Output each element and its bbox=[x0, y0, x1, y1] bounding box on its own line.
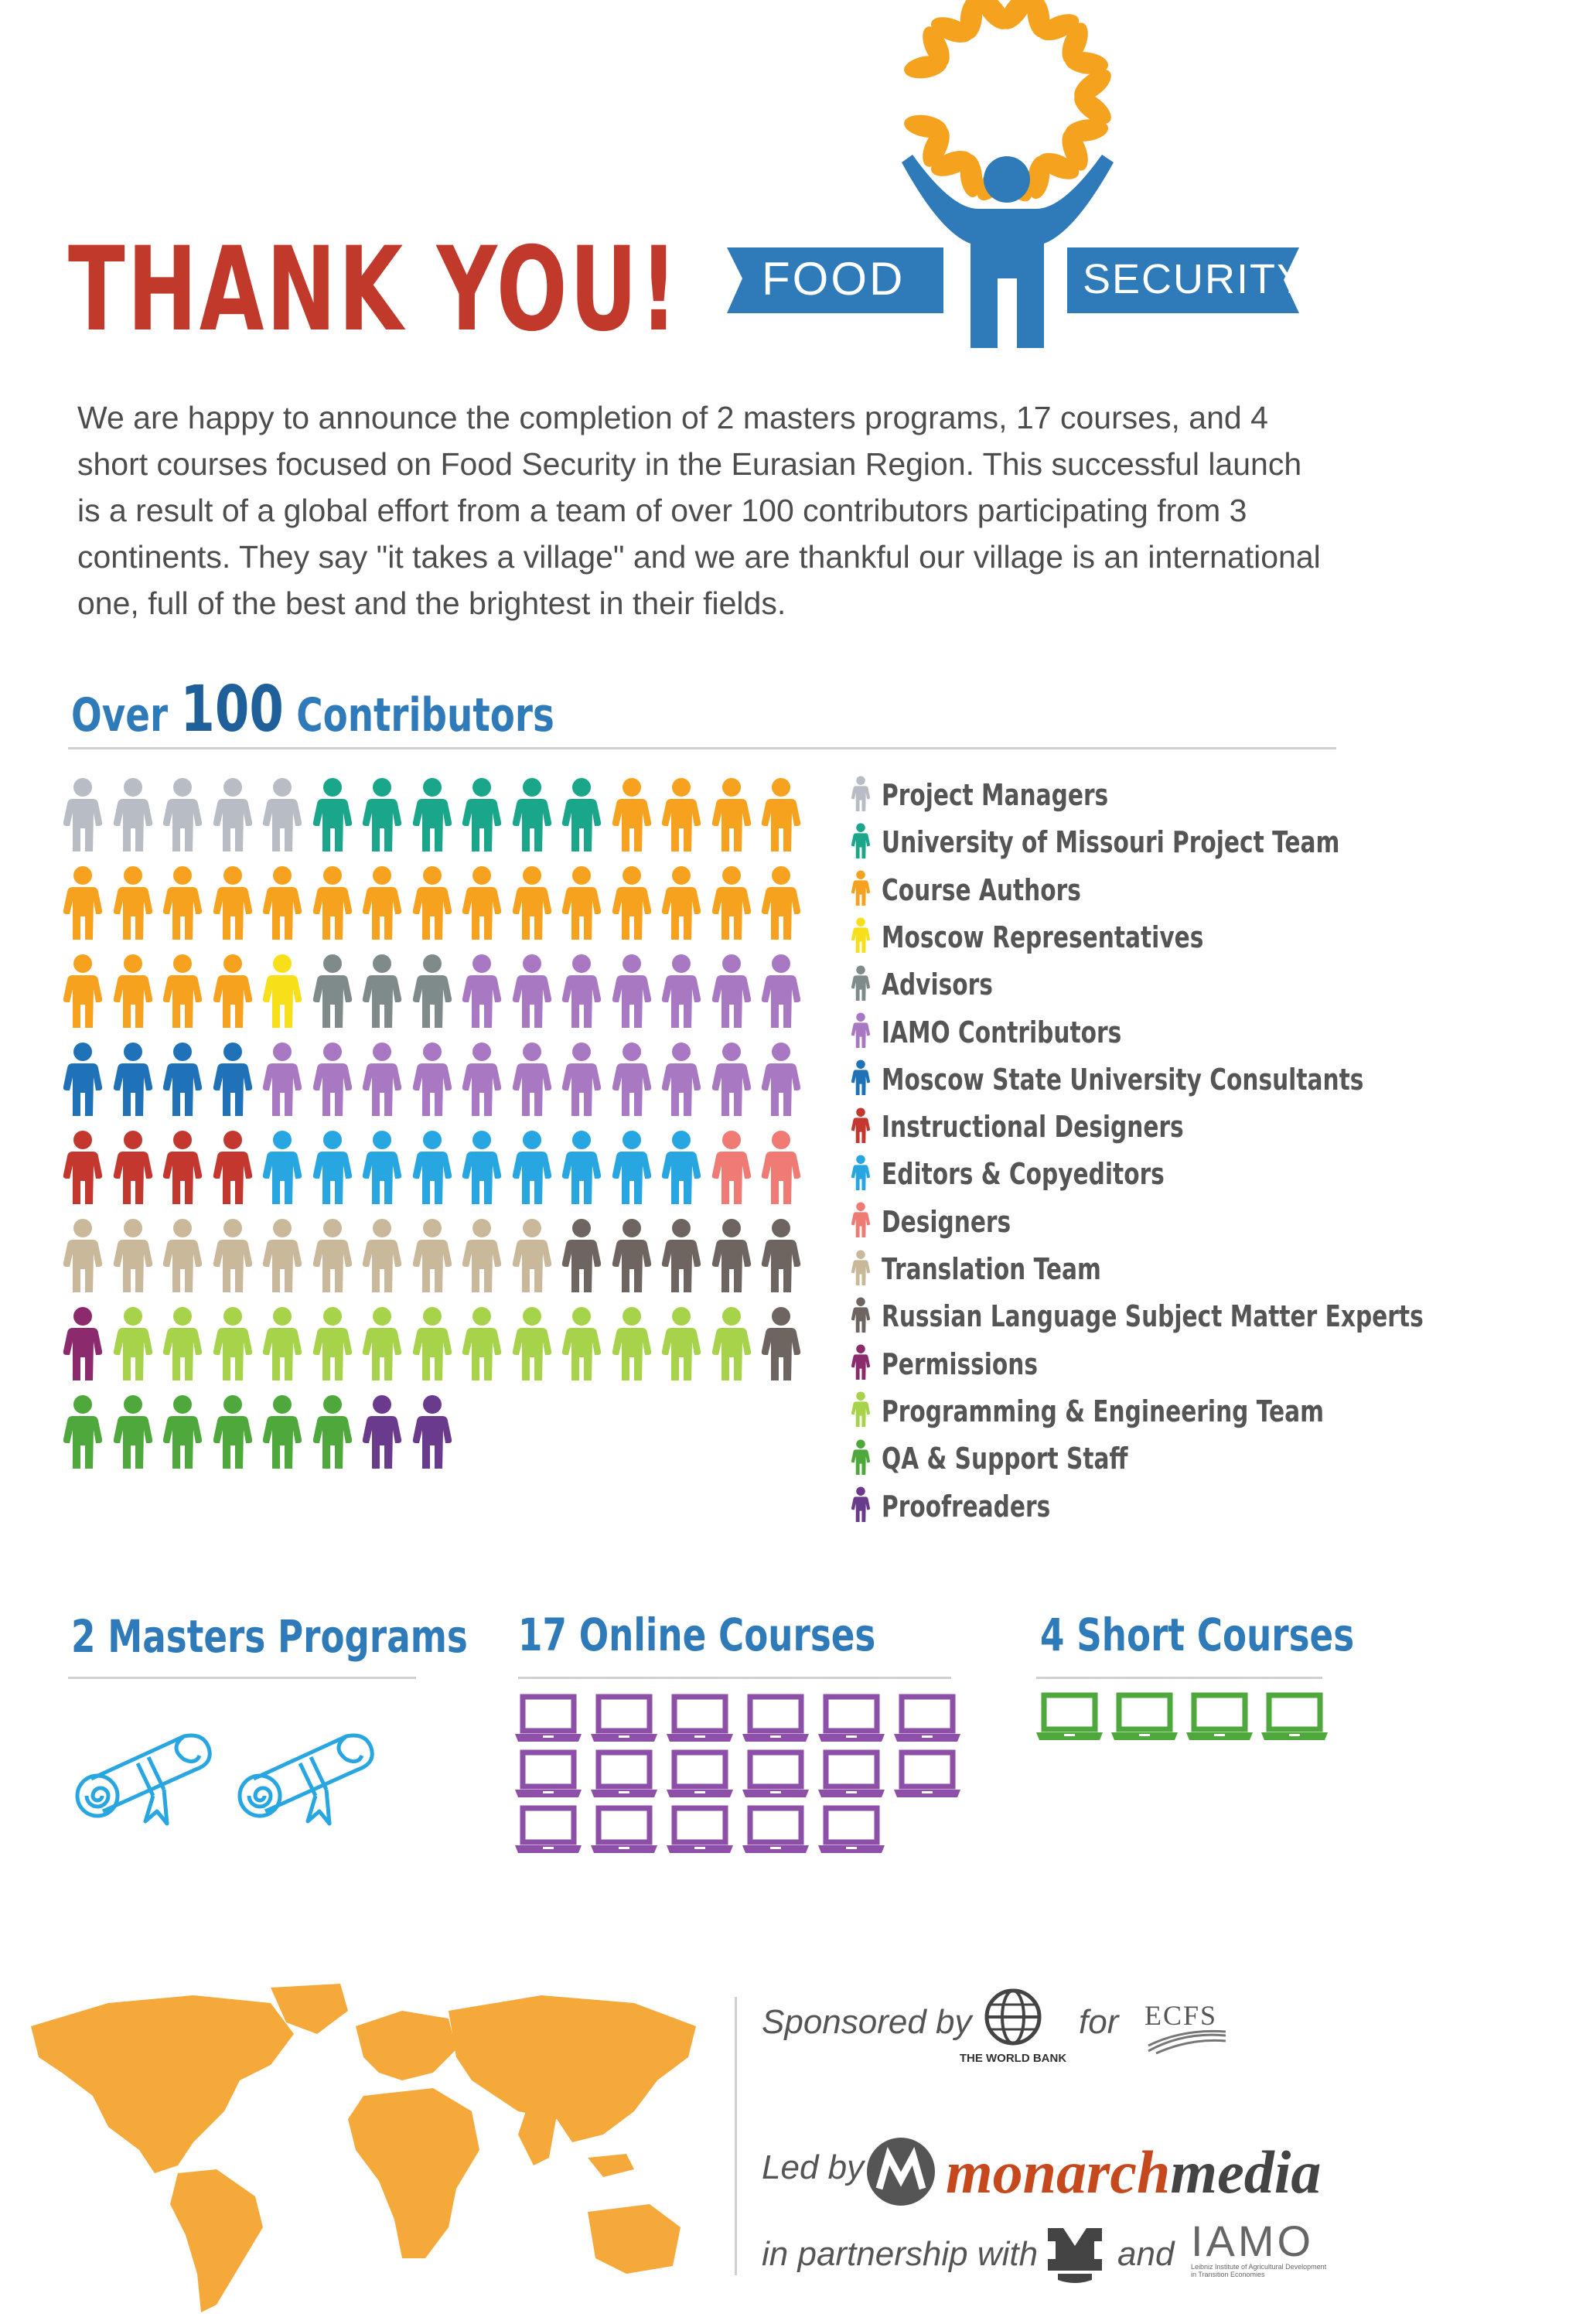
contributor-figure bbox=[162, 954, 203, 1028]
contributor-figure bbox=[561, 1306, 602, 1380]
person-icon bbox=[851, 1155, 871, 1194]
contributor-figure bbox=[611, 1306, 653, 1380]
contributor-figure bbox=[461, 1218, 503, 1292]
contributor-figure bbox=[261, 1306, 303, 1380]
contributor-figure bbox=[760, 1218, 802, 1292]
contributor-figure bbox=[162, 1306, 203, 1380]
person-icon bbox=[851, 1012, 871, 1052]
legend-label: QA & Support Staff bbox=[882, 1442, 1128, 1476]
contributor-figure bbox=[511, 865, 553, 940]
legend-label: Instructional Designers bbox=[882, 1110, 1184, 1145]
contributor-figure bbox=[62, 954, 104, 1028]
short-course-laptop bbox=[1261, 1692, 1328, 1742]
contributor-figure bbox=[561, 1042, 602, 1116]
contributor-figure bbox=[62, 1218, 104, 1292]
contributor-figure bbox=[261, 1042, 303, 1116]
online-course-laptop bbox=[742, 1694, 809, 1743]
contributor-figure bbox=[561, 1130, 602, 1204]
online-course-laptop bbox=[515, 1805, 582, 1855]
contributor-figure bbox=[411, 1394, 453, 1469]
legend-item bbox=[851, 869, 1138, 912]
contributor-figure bbox=[660, 1218, 702, 1292]
online-course-laptop bbox=[667, 1749, 733, 1799]
legend-label: Designers bbox=[882, 1204, 1011, 1239]
online-course-laptop bbox=[742, 1805, 809, 1855]
legend-label: Moscow Representatives bbox=[882, 920, 1204, 954]
person-icon bbox=[851, 1060, 871, 1099]
contributor-figure bbox=[162, 865, 203, 940]
laptop-icon bbox=[591, 1749, 657, 1799]
laptop-icon bbox=[818, 1805, 885, 1855]
logo-security-text: SECURITY bbox=[1083, 256, 1307, 302]
contributor-figure bbox=[461, 777, 503, 851]
online-course-laptop bbox=[818, 1749, 885, 1799]
contributor-figure bbox=[711, 777, 752, 851]
contributor-figure bbox=[212, 1042, 254, 1116]
online-rule bbox=[518, 1677, 951, 1679]
contributor-figure bbox=[312, 1306, 353, 1380]
intro-paragraph: We are happy to announce the completion of 2 masters programs, 17 courses, and 4 short courses focused on Food Security in the Eurasian Region. This successful launch is a result of a global effort from a team of over 100 contributors participating from 3 continents. They say "it takes a village" and we are thankful our village is an international one, full of the best and the brightest in their fields. bbox=[77, 400, 1321, 621]
legend-label: Advisors bbox=[882, 967, 993, 1002]
world-bank-text: THE WORLD BANK bbox=[959, 2052, 1067, 2065]
legend-item bbox=[851, 773, 1172, 817]
legend-label: Translation Team bbox=[882, 1252, 1101, 1286]
contributor-figure bbox=[162, 777, 203, 851]
contributor-figure bbox=[561, 865, 602, 940]
contributor-figure bbox=[611, 1130, 653, 1204]
online-course-laptop bbox=[742, 1749, 809, 1799]
legend-label: Permissions bbox=[882, 1346, 1039, 1381]
contributor-figure bbox=[411, 954, 453, 1028]
contributor-figure bbox=[261, 1130, 303, 1204]
legend-item bbox=[851, 1152, 1244, 1196]
legend-item bbox=[851, 1295, 1576, 1338]
laptop-icon bbox=[818, 1694, 885, 1743]
contributor-figure bbox=[312, 1218, 353, 1292]
media-text: media bbox=[1170, 2138, 1322, 2206]
legend-item bbox=[851, 1485, 1098, 1528]
contributor-figure bbox=[162, 1042, 203, 1116]
contributor-figure bbox=[411, 1130, 453, 1204]
contributor-figure bbox=[760, 954, 802, 1028]
laptop-icon bbox=[667, 1694, 733, 1743]
contributor-figure bbox=[261, 777, 303, 851]
person-icon bbox=[851, 1297, 871, 1336]
contributor-figure bbox=[711, 865, 752, 940]
contributor-figure bbox=[611, 777, 653, 851]
legend-label: Moscow State University Consultants bbox=[882, 1062, 1364, 1097]
contributor-figure bbox=[62, 865, 104, 940]
person-icon bbox=[851, 1344, 871, 1384]
online-heading: 17 Online Courses bbox=[518, 1609, 876, 1661]
mizzou-logo bbox=[1044, 2224, 1106, 2286]
laptop-icon bbox=[667, 1805, 733, 1855]
contributor-figure bbox=[660, 1130, 702, 1204]
contributor-figure bbox=[312, 777, 353, 851]
contributor-figure bbox=[711, 1218, 752, 1292]
contributor-figure bbox=[212, 1218, 254, 1292]
contributor-figure bbox=[162, 1130, 203, 1204]
legend-item bbox=[851, 916, 1295, 959]
online-course-laptop bbox=[894, 1694, 960, 1743]
contributor-figure bbox=[261, 865, 303, 940]
contributor-figure bbox=[760, 777, 802, 851]
legend-label: Course Authors bbox=[882, 872, 1081, 907]
iamo-subtitle-2: in Transition Economies bbox=[1191, 2271, 1265, 2278]
contributor-figure bbox=[660, 954, 702, 1028]
person-icon bbox=[851, 823, 871, 862]
footer-divider bbox=[735, 1997, 737, 2275]
legend-item bbox=[851, 1011, 1189, 1054]
page-title: THANK YOU! bbox=[68, 223, 681, 357]
laptop-icon bbox=[1261, 1692, 1328, 1742]
iamo-subtitle-1: Leibniz Institute of Agricultural Development bbox=[1191, 2263, 1327, 2271]
online-course-laptop bbox=[894, 1749, 960, 1799]
contributor-figure bbox=[760, 1306, 802, 1380]
contributors-heading-suffix: Contributors bbox=[296, 688, 554, 742]
world-map-icon bbox=[15, 1980, 711, 2320]
iamo-text: IAMO bbox=[1191, 2217, 1315, 2265]
legend-label: Project Managers bbox=[882, 778, 1109, 812]
contributor-figure bbox=[711, 954, 752, 1028]
legend-item bbox=[851, 1437, 1197, 1480]
short-course-laptop bbox=[1186, 1692, 1253, 1742]
person-icon bbox=[851, 1107, 871, 1147]
field-lines-icon bbox=[1144, 2032, 1230, 2055]
contributor-figure bbox=[62, 1042, 104, 1116]
contributors-rule bbox=[68, 747, 1336, 749]
contributor-figure bbox=[261, 954, 303, 1028]
contributor-figure bbox=[760, 1130, 802, 1204]
contributor-figure bbox=[711, 1306, 752, 1380]
contributor-figure bbox=[511, 777, 553, 851]
contributor-figure bbox=[660, 865, 702, 940]
legend-item bbox=[851, 1058, 1499, 1101]
person-icon bbox=[851, 1250, 871, 1289]
laptop-icon bbox=[591, 1805, 657, 1855]
legend-item bbox=[851, 1200, 1047, 1244]
contributor-figure bbox=[261, 1218, 303, 1292]
contributor-figure bbox=[62, 777, 104, 851]
laptop-icon bbox=[515, 1749, 582, 1799]
online-course-laptop bbox=[591, 1805, 657, 1855]
diploma-icon bbox=[68, 1725, 223, 1833]
contributor-figure bbox=[660, 777, 702, 851]
person-icon bbox=[851, 1439, 871, 1479]
online-courses-laptops bbox=[515, 1694, 979, 1864]
contributor-figure bbox=[660, 1042, 702, 1116]
for-label: for bbox=[1079, 2003, 1119, 2041]
contributor-figure bbox=[212, 777, 254, 851]
laptop-icon bbox=[1111, 1692, 1178, 1742]
contributor-figure bbox=[312, 954, 353, 1028]
contributor-figure bbox=[112, 1042, 154, 1116]
contributor-figure bbox=[212, 1394, 254, 1469]
contributor-figure bbox=[112, 865, 154, 940]
contributor-figure bbox=[561, 954, 602, 1028]
online-course-laptop bbox=[515, 1694, 582, 1743]
laptop-icon bbox=[1036, 1692, 1103, 1742]
legend-label: Russian Language Subject Matter Experts bbox=[882, 1299, 1424, 1334]
ecfs-logo bbox=[1144, 1999, 1230, 2061]
short-heading: 4 Short Courses bbox=[1040, 1609, 1355, 1661]
legend-label: Proofreaders bbox=[882, 1489, 1051, 1524]
person-icon bbox=[851, 1486, 871, 1526]
masters-diplomas bbox=[68, 1725, 416, 1833]
contributor-figure bbox=[511, 1042, 553, 1116]
contributor-figure bbox=[760, 865, 802, 940]
ecfs-text: ECFS bbox=[1144, 2000, 1218, 2031]
contributor-figure bbox=[212, 1130, 254, 1204]
online-course-laptop bbox=[667, 1805, 733, 1855]
legend-label: Editors & Copyeditors bbox=[882, 1157, 1165, 1192]
contributor-figure bbox=[361, 777, 403, 851]
contributor-figure bbox=[511, 1130, 553, 1204]
monarch-text: monarch bbox=[946, 2138, 1171, 2206]
contributor-figure bbox=[361, 1306, 403, 1380]
contributor-figure bbox=[511, 1218, 553, 1292]
masters-heading: 2 Masters Programs bbox=[71, 1610, 468, 1663]
masters-rule bbox=[68, 1677, 416, 1679]
laptop-icon bbox=[515, 1694, 582, 1743]
contributor-figure bbox=[561, 1218, 602, 1292]
contributor-figure bbox=[611, 1042, 653, 1116]
short-course-laptop bbox=[1111, 1692, 1178, 1742]
online-course-laptop bbox=[667, 1694, 733, 1743]
contributor-figure bbox=[162, 1394, 203, 1469]
online-course-laptop bbox=[818, 1694, 885, 1743]
contributors-grid bbox=[62, 777, 804, 1458]
contributor-figure bbox=[112, 777, 154, 851]
contributor-figure bbox=[461, 1130, 503, 1204]
person-icon bbox=[851, 1202, 871, 1241]
contributor-figure bbox=[561, 777, 602, 851]
contributor-figure bbox=[411, 865, 453, 940]
legend-label: IAMO Contributors bbox=[882, 1015, 1122, 1049]
monarch-media-logo bbox=[862, 2133, 1357, 2210]
legend-item bbox=[851, 1247, 1163, 1291]
monarch-m-icon bbox=[862, 2133, 940, 2210]
contributor-figure bbox=[411, 777, 453, 851]
person-icon bbox=[851, 917, 871, 957]
contributor-figure bbox=[62, 1394, 104, 1469]
contributor-figure bbox=[361, 1394, 403, 1469]
legend-label: Programming & Engineering Team bbox=[882, 1394, 1324, 1428]
laptop-icon bbox=[894, 1749, 960, 1799]
contributor-figure bbox=[711, 1042, 752, 1116]
contributors-heading-prefix: Over bbox=[71, 688, 169, 742]
laptop-icon bbox=[591, 1694, 657, 1743]
online-course-laptop bbox=[818, 1805, 885, 1855]
contributors-heading-number: 100 bbox=[180, 673, 284, 746]
contributor-figure bbox=[112, 1306, 154, 1380]
contributor-figure bbox=[312, 1042, 353, 1116]
short-course-laptop bbox=[1036, 1692, 1103, 1742]
globe-icon bbox=[955, 1986, 1071, 2048]
logo-food-text: FOOD bbox=[762, 253, 906, 305]
contributor-figure bbox=[361, 1130, 403, 1204]
contributor-figure bbox=[411, 1042, 453, 1116]
monarch-wordmark bbox=[946, 2138, 1321, 2207]
contributor-figure bbox=[312, 1130, 353, 1204]
legend-label: University of Missouri Project Team bbox=[882, 825, 1340, 860]
world-bank-logo bbox=[955, 1986, 1071, 2071]
contributor-figure bbox=[162, 1218, 203, 1292]
led-by-label: Led by bbox=[762, 2148, 865, 2186]
contributor-figure bbox=[660, 1306, 702, 1380]
contributor-figure bbox=[361, 954, 403, 1028]
legend-item bbox=[851, 1390, 1448, 1433]
short-rule bbox=[1036, 1677, 1322, 1679]
online-course-laptop bbox=[515, 1749, 582, 1799]
legend-item bbox=[851, 1343, 1082, 1386]
contributors-heading bbox=[71, 673, 554, 746]
laptop-icon bbox=[742, 1749, 809, 1799]
contributor-figure bbox=[212, 1306, 254, 1380]
person-icon bbox=[851, 965, 871, 1005]
contributor-figure bbox=[312, 1394, 353, 1469]
legend-item bbox=[851, 963, 1025, 1006]
contributor-figure bbox=[611, 954, 653, 1028]
laptop-icon bbox=[894, 1694, 960, 1743]
food-security-logo bbox=[719, 0, 1307, 356]
and-label: and bbox=[1117, 2235, 1175, 2273]
contributor-figure bbox=[212, 954, 254, 1028]
contributor-figure bbox=[461, 1042, 503, 1116]
contributor-figure bbox=[511, 1306, 553, 1380]
contributor-figure bbox=[511, 954, 553, 1028]
contributor-figure bbox=[611, 1218, 653, 1292]
contributor-figure bbox=[461, 1306, 503, 1380]
contributor-figure bbox=[62, 1306, 104, 1380]
person-icon bbox=[851, 870, 871, 909]
person-icon bbox=[851, 776, 871, 815]
contributor-figure bbox=[312, 865, 353, 940]
contributor-figure bbox=[461, 954, 503, 1028]
partnership-label: in partnership with bbox=[762, 2235, 1039, 2273]
laptop-icon bbox=[818, 1749, 885, 1799]
diploma-icon bbox=[230, 1725, 385, 1833]
contributor-figure bbox=[411, 1306, 453, 1380]
contributor-figure bbox=[461, 865, 503, 940]
contributor-figure bbox=[112, 1130, 154, 1204]
iamo-logo bbox=[1191, 2217, 1353, 2289]
contributor-figure bbox=[112, 1218, 154, 1292]
contributor-figure bbox=[611, 865, 653, 940]
legend-item bbox=[851, 821, 1469, 864]
contributor-figure bbox=[261, 1394, 303, 1469]
short-courses-laptops bbox=[1036, 1692, 1346, 1754]
laptop-icon bbox=[667, 1749, 733, 1799]
contributor-figure bbox=[361, 1042, 403, 1116]
online-course-laptop bbox=[591, 1749, 657, 1799]
laptop-icon bbox=[515, 1805, 582, 1855]
sponsored-by-label: Sponsored by bbox=[762, 2003, 972, 2041]
contributor-figure bbox=[62, 1130, 104, 1204]
world-map bbox=[15, 1980, 711, 2320]
contributor-figure bbox=[411, 1218, 453, 1292]
contributor-figure bbox=[112, 954, 154, 1028]
contributor-figure bbox=[760, 1042, 802, 1116]
person-icon bbox=[851, 1391, 871, 1431]
mizzou-m-icon bbox=[1044, 2224, 1106, 2286]
contributor-figure bbox=[112, 1394, 154, 1469]
online-course-laptop bbox=[591, 1694, 657, 1743]
contributor-figure bbox=[212, 865, 254, 940]
legend-item bbox=[851, 1105, 1269, 1148]
contributor-figure bbox=[711, 1130, 752, 1204]
laptop-icon bbox=[742, 1805, 809, 1855]
contributor-figure bbox=[361, 1218, 403, 1292]
laptop-icon bbox=[742, 1694, 809, 1743]
laptop-icon bbox=[1186, 1692, 1253, 1742]
contributor-figure bbox=[361, 865, 403, 940]
